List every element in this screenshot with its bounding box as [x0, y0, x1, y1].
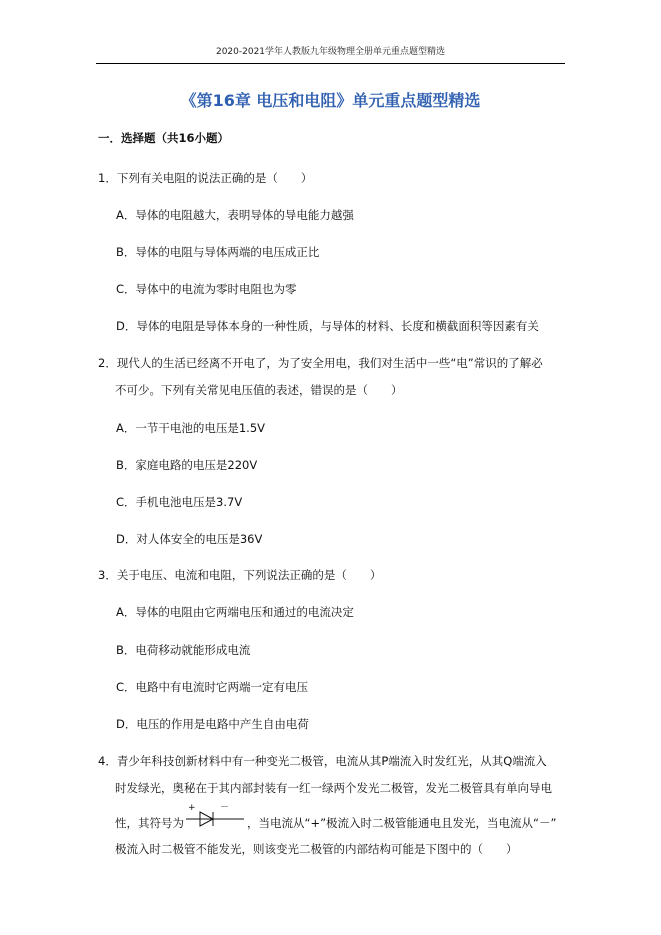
question-4-stem-line-1: 4．青少年科技创新材料中有一种变光二极管，电流从其P端流入时发红光，从其Q端流入	[98, 754, 547, 768]
question-1-option-d: D．导体的电阻是导体本身的一种性质，与导体的材料、长度和横截面积等因素有关	[116, 319, 539, 333]
question-2-option-a: A．一节干电池的电压是1.5V	[116, 421, 266, 435]
question-4-stem-line-2: 时发绿光，奥秘在于其内部封装有一红一绿两个发光二极管，发光二极管具有单向导电	[115, 781, 552, 795]
question-3-option-d: D．电压的作用是电路中产生自由电荷	[116, 717, 309, 731]
question-2-option-c: C．手机电池电压是3.7V	[116, 495, 243, 509]
question-3-option-a: A．导体的电阻由它两端电压和通过的电流决定	[116, 605, 354, 619]
question-3-stem: 3．关于电压、电流和电阻，下列说法正确的是（ ）	[98, 568, 382, 582]
question-2-stem-line-2: 不可少。下列有关常见电压值的表述，错误的是（ ）	[115, 383, 403, 397]
diode-plus-label: +	[188, 803, 196, 813]
question-3-option-b: B．电荷移动就能形成电流	[116, 643, 251, 657]
question-2-option-d: D．对人体安全的电压是36V	[116, 532, 263, 546]
question-2-stem-line-1: 2．现代人的生活已经离不开电了，为了安全用电，我们对生活中一些“电”常识的了解必	[98, 356, 543, 370]
question-4-stem-line-3b: ，当电流从“+”极流入时二极管能通电且发光，当电流从“－”	[247, 816, 557, 830]
question-3-option-c: C．电路中有电流时它两端一定有电压	[116, 680, 309, 694]
question-1-stem: 1．下列有关电阻的说法正确的是（ ）	[98, 171, 313, 185]
section-heading: 一．选择题（共16小题）	[98, 131, 230, 145]
question-4-stem-line-3a: 性，其符号为	[115, 816, 184, 830]
question-2-option-b: B．家庭电路的电压是220V	[116, 458, 258, 472]
question-4-stem-line-4: 极流入时二极管不能发光，则该变光二极管的内部结构可能是下图中的（ ）	[115, 842, 518, 856]
document-title: 《第16章 电压和电阻》单元重点题型精选	[180, 91, 481, 110]
question-1-option-a: A．导体的电阻越大，表明导体的导电能力越强	[116, 208, 354, 222]
question-1-option-b: B．导体的电阻与导体两端的电压成正比	[116, 245, 320, 259]
page-header: 2020-2021学年人教版九年级物理全册单元重点题型精选	[96, 44, 565, 64]
diode-minus-label: －	[220, 803, 230, 813]
question-1-option-c: C．导体中的电流为零时电阻也为零	[116, 282, 297, 296]
diode-symbol-icon	[186, 801, 244, 829]
